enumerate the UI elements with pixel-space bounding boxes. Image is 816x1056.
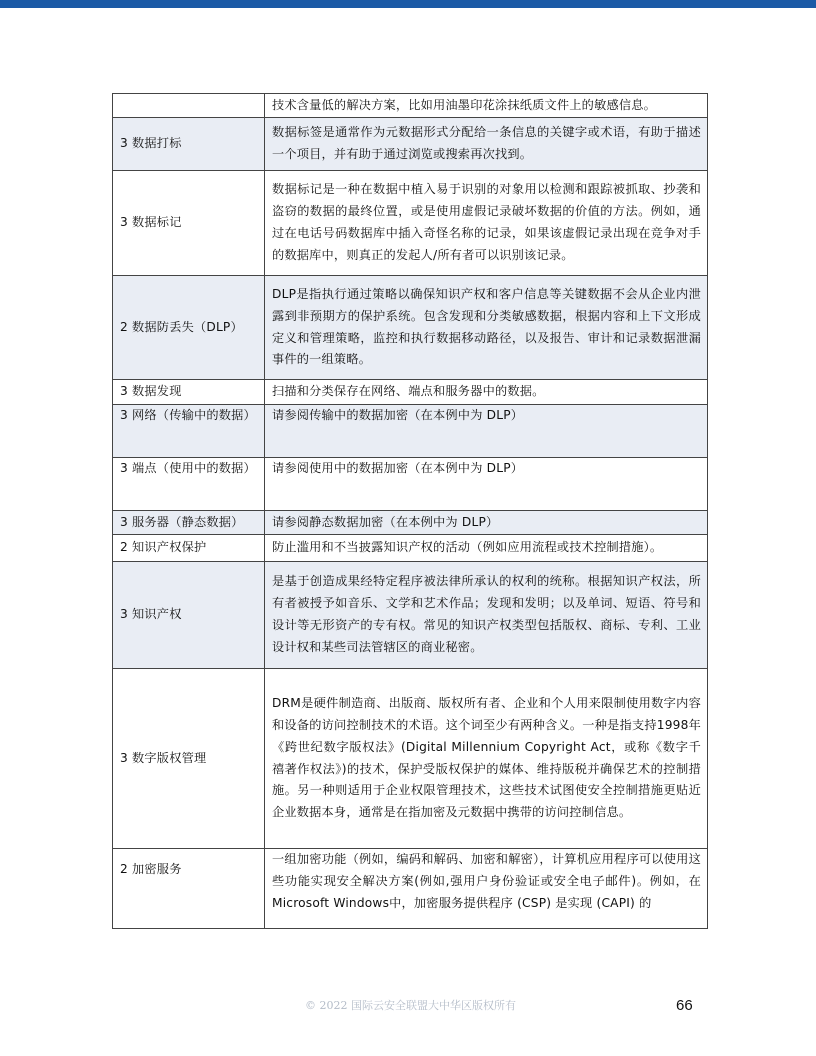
table-row [113, 118, 708, 171]
table-row [113, 511, 708, 535]
table-row [113, 849, 708, 929]
term-cell [113, 94, 265, 118]
term-cell: 3 数字版权管理 [113, 669, 265, 849]
table-row [113, 669, 708, 849]
table-row [113, 171, 708, 276]
header-color-bar [0, 0, 816, 8]
description-cell: 是基于创造成果经特定程序被法律所承认的权利的统称。根据知识产权法，所有者被授予如音乐、文学和艺术作品；发现和发明；以及单词、短语、符号和设计等无形资产的专有权。常见的知识产权类型包括版权、商标、专利、工业设计权和某些司法管辖区的商业秘密。 [265, 562, 708, 669]
table-row [113, 458, 708, 511]
description-cell: 技术含量低的解决方案，比如用油墨印花涂抹纸质文件上的敏感信息。 [265, 94, 708, 118]
term-cell: 3 数据标记 [113, 171, 265, 276]
term-cell: 3 端点（使用中的数据） [113, 458, 265, 511]
term-cell: 3 服务器（静态数据） [113, 511, 265, 535]
description-cell: 一组加密功能（例如，编码和解码、加密和解密），计算机应用程序可以使用这些功能实现安全解决方案(例如,强用户身份验证或安全电子邮件)。例如，在Microsoft Windows中，加密服务提供程序 (CSP) 是实现 (CAPI) 的 [265, 849, 708, 929]
table-row [113, 535, 708, 562]
description-cell: 数据标签是通常作为元数据形式分配给一条信息的关键字或术语，有助于描述一个项目，并有助于通过浏览或搜索再次找到。 [265, 118, 708, 171]
term-cell: 2 加密服务 [113, 849, 265, 929]
term-cell: 3 数据发现 [113, 380, 265, 405]
page-number: 66 [676, 997, 693, 1014]
description-cell: 扫描和分类保存在网络、端点和服务器中的数据。 [265, 380, 708, 405]
description-cell: 防止滥用和不当披露知识产权的活动（例如应用流程或技术控制措施）。 [265, 535, 708, 562]
term-cell: 3 网络（传输中的数据） [113, 405, 265, 458]
term-cell: 3 知识产权 [113, 562, 265, 669]
description-cell: 请参阅使用中的数据加密（在本例中为 DLP） [265, 458, 708, 511]
table-row [113, 94, 708, 118]
table-row [113, 380, 708, 405]
table-row [113, 562, 708, 669]
description-cell: 请参阅静态数据加密（在本例中为 DLP） [265, 511, 708, 535]
description-cell: DRM是硬件制造商、出版商、版权所有者、企业和个人用来限制使用数字内容和设备的访问控制技术的术语。这个词至少有两种含义。一种是指支持1998年《跨世纪数字版权法》(Digital Millennium Copyright Act，或称《数字千禧著作权法》)的技术，保护受版权保护的媒体、维持版税并确保艺术的控制措施。另一种则适用于企业权限管理技术，这些技术试图使安全控制措施更贴近企业数据本身，通常是在指加密及元数据中携带的访问控制信息。 [265, 669, 708, 849]
description-cell: 请参阅传输中的数据加密（在本例中为 DLP） [265, 405, 708, 458]
glossary-table [112, 93, 708, 929]
description-cell: 数据标记是一种在数据中植入易于识别的对象用以检测和跟踪被抓取、抄袭和盗窃的数据的最终位置，或是使用虚假记录破坏数据的价值的方法。例如，通过在电话号码数据库中插入奇怪名称的记录，如果该虚假记录出现在竞争对手的数据库中，则真正的发起人/所有者可以识别该记录。 [265, 171, 708, 276]
term-cell: 2 数据防丢失（DLP） [113, 276, 265, 380]
table-row [113, 405, 708, 458]
term-cell: 3 数据打标 [113, 118, 265, 171]
term-cell: 2 知识产权保护 [113, 535, 265, 562]
description-cell: DLP是指执行通过策略以确保知识产权和客户信息等关键数据不会从企业内泄露到非预期方的保护系统。包含发现和分类敏感数据，根据内容和上下文形成定义和管理策略，监控和执行数据移动路径，以及报告、审计和记录数据泄漏事件的一组策略。 [265, 276, 708, 380]
footer-copyright: © 2022 国际云安全联盟大中华区版权所有 [305, 999, 516, 1012]
table-row [113, 276, 708, 380]
